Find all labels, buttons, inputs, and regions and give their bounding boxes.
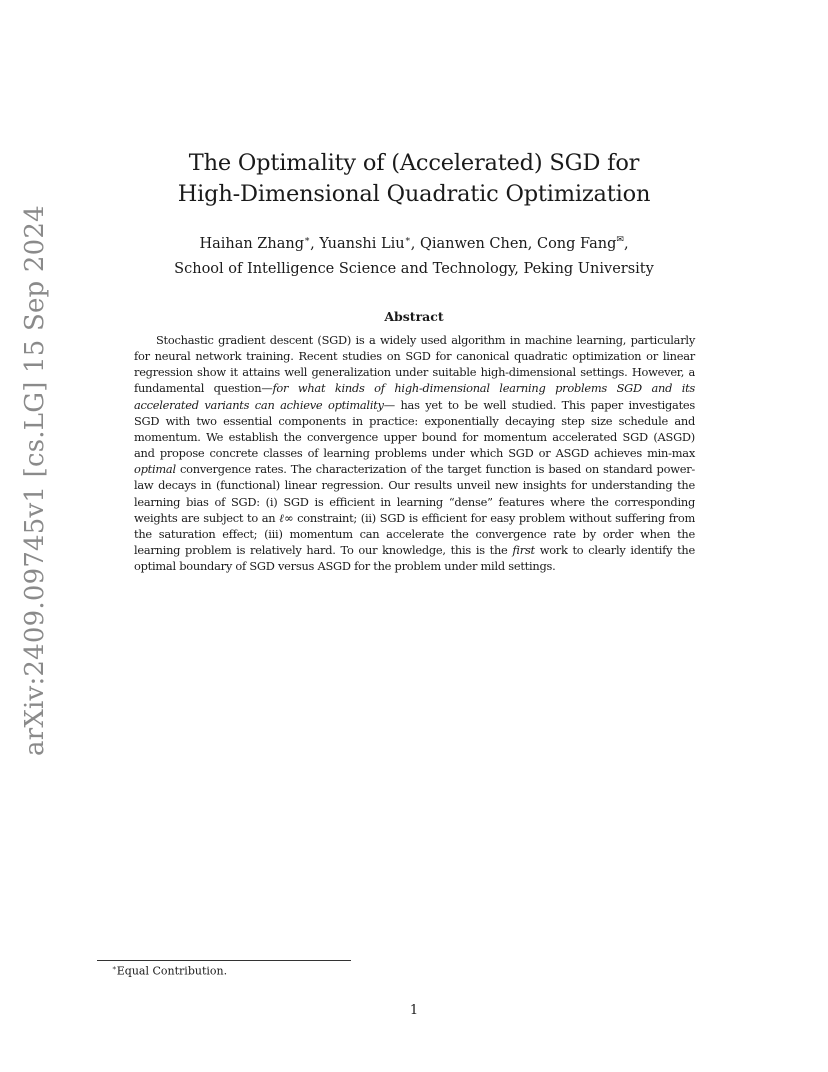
author-block [0, 228, 828, 282]
author-list: Haihan Zhang∗, Yuanshi Liu∗, Qianwen Chen, Cong Fang✉, [199, 235, 629, 252]
math-symbol: ℓ∞ [279, 510, 294, 525]
page-number: 1 [409, 1003, 419, 1018]
arxiv-identifier: arXiv:2409.09745v1 [cs.LG] 15 Sep 2024 [20, 205, 50, 756]
abstract-text: convergence rates. The characterization of the target function is based on standard power-law decays in (functional) linear regression. Our results unveil new insights for understanding the learning bias of SGD: (i) SGD is efficient in learning “dense” features where the corresponding weights are subject to an [134, 462, 695, 525]
author-name: Qianwen Chen [419, 235, 528, 252]
abstract-emphasis: optimal [134, 462, 176, 477]
author-mark: ∗ [304, 235, 311, 245]
abstract-text: — has yet to be well studied. This paper investigates SGD with two essential components in practice: exponentially decaying step size schedule and momentum. We establish the convergence upper bound for momentum accelerated SGD (ASGD) and propose concrete classes of learning problems under which SGD or ASGD achieves min-max [134, 397, 696, 461]
abstract-text: work to clearly identify the optimal boundary of SGD versus ASGD for the problem under mild settings. [134, 543, 696, 574]
abstract-text: constraint; (ii) SGD is efficient for easy problem without suffering from the saturation effect; (iii) momentum can accelerate the convergence rate by order when the learning problem is relatively hard. To our knowledge, this is the [134, 510, 696, 558]
title-line-1: The Optimality of (Accelerated) SGD for [188, 150, 640, 176]
corresponding-author-mark: ✉ [616, 235, 624, 245]
footnote [112, 964, 227, 978]
footnote-divider [97, 960, 351, 961]
abstract-emphasis: for what kinds of high-dimensional learning problems SGD and its accelerated variants can achieve optimality [134, 381, 696, 412]
abstract-body [134, 332, 695, 574]
author-mark: ∗ [404, 235, 411, 245]
footnote-text: Equal Contribution. [116, 964, 228, 978]
abstract-heading: Abstract [384, 309, 444, 324]
title-line-2: High-Dimensional Quadratic Optimization [177, 181, 651, 207]
affiliation: School of Intelligence Science and Technology, Peking University [174, 260, 654, 277]
abstract-text: Stochastic gradient descent (SGD) is a widely used algorithm in machine learning, particularly for neural network training. Recent studies on SGD for canonical quadratic optimization or linear regression show it attains well generalization under suitable high-dimensional settings. However, a fundamental question— [134, 333, 695, 396]
author-name: Yuanshi Liu [319, 235, 405, 252]
author-name: Haihan Zhang [199, 235, 304, 252]
footnote-mark: ∗ [112, 964, 117, 972]
paper-title [0, 148, 828, 210]
author-name: Cong Fang [536, 235, 617, 252]
abstract-emphasis: first [512, 543, 535, 558]
